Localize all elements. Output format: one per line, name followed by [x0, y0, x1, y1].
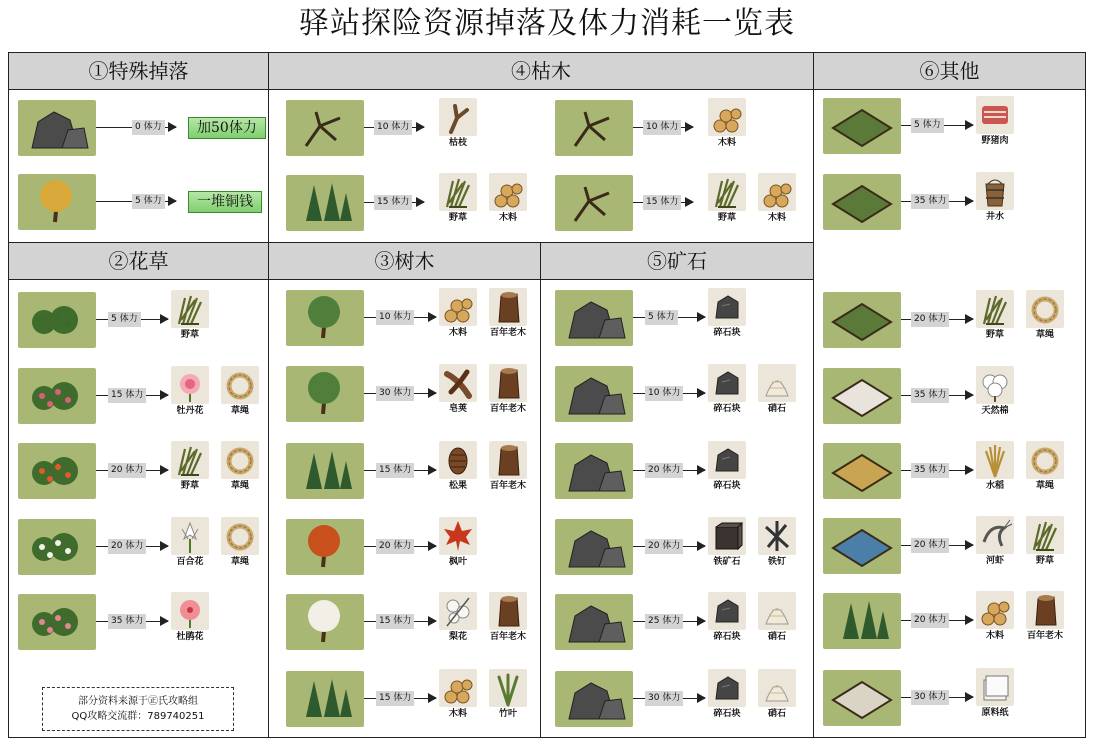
saltpeter-icon: [758, 364, 796, 402]
lily-icon: [171, 517, 209, 555]
wild-grass-icon: [708, 173, 746, 211]
table-row: [555, 288, 805, 348]
stamina-cost: 10 体力: [376, 310, 414, 325]
stamina-cost: 15 体力: [374, 195, 412, 210]
drop-item-name: 百年老木: [489, 404, 526, 414]
lumber-icon: [439, 669, 477, 707]
red-flower-bush-scene: [18, 443, 96, 499]
stamina-cost: 10 体力: [643, 120, 681, 135]
drop-item-name: 百年老木: [489, 328, 526, 338]
bamboo-scene: [286, 671, 364, 727]
section-header-ore: ⑤矿石: [540, 242, 814, 280]
page-title: 驿站探险资源掉落及体力消耗一览表: [299, 6, 795, 41]
stamina-cost: 15 体力: [376, 463, 414, 478]
source-note-line1: 部分资料来源于㊣氏攻略组: [78, 696, 198, 707]
drop-item-name: 水稻: [985, 481, 1004, 491]
drop-item: [1025, 516, 1065, 568]
wild-grass-icon: [439, 173, 477, 211]
source-note: [42, 687, 234, 731]
table-row: [555, 517, 805, 577]
drop-item: [488, 669, 528, 721]
straw-rope-icon: [221, 441, 259, 479]
pinecone-icon: [439, 441, 477, 479]
drop-item-name: 野猪肉: [981, 136, 1009, 146]
drop-item: [757, 517, 797, 569]
fallen-log-scene: [555, 175, 633, 231]
dry-branch-icon: [439, 98, 477, 136]
drop-item-name: 梨花: [448, 632, 467, 642]
table-row: [555, 669, 805, 729]
table-row: [18, 98, 268, 158]
table-row: [286, 517, 536, 577]
table-row: [823, 668, 1073, 728]
grass-tuft-scene: [18, 292, 96, 348]
table-row: [286, 288, 536, 348]
drop-item: [975, 591, 1015, 643]
paper-vat-scene: [823, 670, 901, 726]
drop-item-name: 枯枝: [448, 138, 467, 148]
iron-ore-icon: [708, 517, 746, 555]
drop-item-name: 木料: [448, 328, 467, 338]
pond-scene: [823, 518, 901, 574]
stamina-cost: 5 体力: [108, 312, 141, 327]
stamina-cost: 20 体力: [645, 539, 683, 554]
drop-item: [170, 441, 210, 493]
forest-scene: [823, 593, 901, 649]
stamina-cost: 10 体力: [374, 120, 412, 135]
table-row: [823, 591, 1073, 651]
drop-item-name: 草绳: [1035, 330, 1054, 340]
table-row: [286, 592, 536, 652]
lumber-icon: [439, 288, 477, 326]
drop-item: [488, 288, 528, 340]
drop-item: [438, 364, 478, 416]
table-row: [286, 441, 536, 501]
table-row: [555, 592, 805, 652]
willow-scene: [286, 290, 364, 346]
stamina-cost: 30 体力: [376, 386, 414, 401]
table-row: [18, 290, 268, 350]
rice-icon: [976, 441, 1014, 479]
drop-item: [488, 592, 528, 644]
stamina-cost: 15 体力: [376, 691, 414, 706]
table-row: [18, 517, 268, 577]
stamina-cost: 35 体力: [108, 614, 146, 629]
drop-item: [975, 172, 1015, 224]
stone-icon: [708, 592, 746, 630]
table-row: [286, 364, 536, 424]
column-divider: [813, 52, 814, 738]
drop-item: [757, 364, 797, 416]
iron-rock-scene: [555, 519, 633, 575]
drop-item-name: 野草: [180, 481, 199, 491]
rock-pond-scene: [18, 100, 96, 156]
stone-icon: [708, 441, 746, 479]
stamina-cost: 35 体力: [911, 194, 949, 209]
drop-item: [707, 669, 747, 721]
drop-item: [707, 517, 747, 569]
vegetable-field-scene: [823, 292, 901, 348]
iron-nail-icon: [758, 517, 796, 555]
section-header-other: ⑥其他: [813, 52, 1086, 90]
source-note-line2: QQ攻略交流群：789740251: [71, 711, 205, 722]
pine-tree-scene: [286, 443, 364, 499]
peony-bush-scene: [18, 368, 96, 424]
table-row: [18, 441, 268, 501]
stamina-cost: 35 体力: [911, 388, 949, 403]
saltpeter-icon: [758, 669, 796, 707]
drop-item-name: 碎石块: [713, 481, 741, 491]
drop-item: [707, 173, 747, 225]
stamina-cost: 20 体力: [911, 613, 949, 628]
drop-item: [170, 290, 210, 342]
table-row: [555, 364, 805, 424]
stamina-cost: 25 体力: [645, 614, 683, 629]
drop-item-name: 铁钉: [767, 557, 786, 567]
straw-rope-icon: [221, 517, 259, 555]
big-boulder-scene: [555, 443, 633, 499]
table-row: [823, 96, 1073, 156]
reward-label-box: 一堆铜钱: [188, 191, 262, 213]
drop-item: [975, 668, 1015, 720]
table-row: [555, 98, 805, 158]
drop-item: [438, 592, 478, 644]
lumber-icon: [708, 98, 746, 136]
locust-tree-scene: [286, 366, 364, 422]
saltpeter-icon: [758, 592, 796, 630]
wild-grass-icon: [1026, 516, 1064, 554]
lumber-icon: [489, 173, 527, 211]
peony-icon: [171, 366, 209, 404]
lumber-icon: [976, 591, 1014, 629]
drop-item: [438, 98, 478, 150]
drop-item: [707, 98, 747, 150]
maple-leaf-icon: [439, 517, 477, 555]
drop-item: [757, 173, 797, 225]
straw-rope-icon: [221, 366, 259, 404]
stamina-cost: 15 体力: [108, 388, 146, 403]
drop-item-name: 硝石: [767, 709, 786, 719]
dead-pine-scene: [286, 175, 364, 231]
drop-item: [707, 592, 747, 644]
section-header-flowers: ②花草: [8, 242, 269, 280]
old-wood-icon: [489, 288, 527, 326]
stamina-cost: 20 体力: [108, 463, 146, 478]
stamina-cost: 15 体力: [376, 614, 414, 629]
table-row: [823, 516, 1073, 576]
drop-item: [707, 441, 747, 493]
drop-item-name: 原料纸: [981, 708, 1009, 718]
drop-item: [170, 592, 210, 644]
drop-item: [707, 288, 747, 340]
drop-item-name: 松果: [448, 481, 467, 491]
drop-item-name: 皂荚: [448, 404, 467, 414]
drop-item-name: 牡丹花: [176, 406, 204, 416]
drop-item-name: 草绳: [230, 557, 249, 567]
drop-item: [220, 366, 260, 418]
drop-item-name: 草绳: [230, 481, 249, 491]
straw-rope-icon: [1026, 441, 1064, 479]
table-row: [18, 366, 268, 426]
drop-item: [170, 366, 210, 418]
table-row: [823, 290, 1073, 350]
drop-item: [975, 290, 1015, 342]
drop-item: [707, 364, 747, 416]
old-wood-icon: [489, 441, 527, 479]
drop-item-name: 木料: [717, 138, 736, 148]
drop-item-name: 杜鹃花: [176, 632, 204, 642]
shrimp-icon: [976, 516, 1014, 554]
lumber-icon: [758, 173, 796, 211]
wild-grass-icon: [171, 441, 209, 479]
stone-icon: [708, 288, 746, 326]
table-row: [555, 441, 805, 501]
table-row: [823, 172, 1073, 232]
rice-field-scene: [823, 443, 901, 499]
drop-item: [488, 441, 528, 493]
straw-rope-icon: [1026, 290, 1064, 328]
drop-item: [488, 173, 528, 225]
dead-tree-scene: [555, 100, 633, 156]
money-tree-scene: [18, 174, 96, 230]
drop-item-name: 碎石块: [713, 709, 741, 719]
maple-tree-scene: [286, 519, 364, 575]
paper-icon: [976, 668, 1014, 706]
boar-meat-icon: [976, 96, 1014, 134]
stamina-cost: 20 体力: [108, 539, 146, 554]
stamina-cost: 20 体力: [911, 312, 949, 327]
lily-bush-scene: [18, 519, 96, 575]
table-row: [823, 441, 1073, 501]
table-row: [18, 172, 268, 232]
drop-item-name: 碎石块: [713, 328, 741, 338]
column-divider: [540, 242, 541, 738]
section-header-trees: ③树木: [268, 242, 541, 280]
drop-item-name: 野草: [717, 213, 736, 223]
drop-item-name: 木料: [448, 709, 467, 719]
table-row: [823, 366, 1073, 426]
stamina-cost: 30 体力: [645, 691, 683, 706]
drop-item-name: 野草: [448, 213, 467, 223]
table-row: [555, 173, 805, 233]
stamina-cost: 30 体力: [911, 690, 949, 705]
drop-item: [975, 366, 1015, 418]
table-row: [18, 592, 268, 652]
tall-rock-scene: [555, 290, 633, 346]
pear-blossom-icon: [439, 592, 477, 630]
drop-item-name: 木料: [767, 213, 786, 223]
drop-item: [1025, 290, 1065, 342]
pear-tree-scene: [286, 594, 364, 650]
drop-item-name: 百年老木: [1026, 631, 1063, 641]
drop-item: [438, 173, 478, 225]
drop-item-name: 硝石: [767, 632, 786, 642]
drop-item-name: 野草: [1035, 556, 1054, 566]
old-wood-icon: [1026, 591, 1064, 629]
rock-wall-scene: [555, 366, 633, 422]
drop-item-name: 百年老木: [489, 481, 526, 491]
wild-grass-icon: [171, 290, 209, 328]
stone-icon: [708, 669, 746, 707]
drop-item: [438, 288, 478, 340]
drop-item-name: 铁矿石: [713, 557, 741, 567]
well-scene: [823, 174, 901, 230]
drop-item: [757, 669, 797, 721]
reward-label-box: 加50体力: [188, 117, 266, 139]
stamina-cost: 20 体力: [911, 538, 949, 553]
section-header-deadwood: ④枯木: [268, 52, 814, 90]
boar-field-scene: [823, 98, 901, 154]
stamina-cost: 15 体力: [643, 195, 681, 210]
drop-item: [220, 517, 260, 569]
drop-item-name: 草绳: [230, 406, 249, 416]
drop-item-name: 井水: [985, 212, 1004, 222]
table-row: [286, 669, 536, 729]
drop-item-name: 碎石块: [713, 404, 741, 414]
column-divider: [268, 52, 269, 738]
drop-item: [1025, 591, 1065, 643]
dead-shrub-scene: [286, 100, 364, 156]
cotton-field-scene: [823, 368, 901, 424]
drop-item: [975, 96, 1015, 148]
stamina-cost: 35 体力: [911, 463, 949, 478]
row-divider: [8, 242, 814, 243]
cotton-icon: [976, 366, 1014, 404]
wild-grass-icon: [976, 290, 1014, 328]
drop-item: [170, 517, 210, 569]
drop-item-name: 枫叶: [448, 557, 467, 567]
old-wood-icon: [489, 592, 527, 630]
drop-item-name: 百年老木: [489, 632, 526, 642]
soap-pod-icon: [439, 364, 477, 402]
stamina-cost: 10 体力: [645, 386, 683, 401]
drop-item: [488, 364, 528, 416]
drop-item-name: 河虾: [985, 556, 1004, 566]
rock-mound-scene: [555, 671, 633, 727]
azalea-bush-scene: [18, 594, 96, 650]
drop-item: [1025, 441, 1065, 493]
drop-item: [438, 517, 478, 569]
well-water-icon: [976, 172, 1014, 210]
stamina-cost: 5 体力: [645, 310, 678, 325]
drop-item-name: 天然棉: [981, 406, 1009, 416]
table-row: [286, 98, 536, 158]
drop-item-name: 草绳: [1035, 481, 1054, 491]
stamina-cost: 5 体力: [132, 194, 165, 209]
drop-item-name: 木料: [498, 213, 517, 223]
stamina-cost: 20 体力: [645, 463, 683, 478]
drop-item-name: 硝石: [767, 404, 786, 414]
drop-item-name: 碎石块: [713, 632, 741, 642]
drop-item-name: 野草: [180, 330, 199, 340]
drop-item: [975, 441, 1015, 493]
stamina-cost: 0 体力: [132, 120, 165, 135]
drop-item-name: 木料: [985, 631, 1004, 641]
drop-item: [438, 441, 478, 493]
drop-item: [757, 592, 797, 644]
old-wood-icon: [489, 364, 527, 402]
drop-item-name: 百合花: [176, 557, 204, 567]
stamina-cost: 20 体力: [376, 539, 414, 554]
stamina-cost: 5 体力: [911, 118, 944, 133]
rock-pile-scene: [555, 594, 633, 650]
drop-item: [220, 441, 260, 493]
azalea-icon: [171, 592, 209, 630]
drop-item: [438, 669, 478, 721]
drop-item: [975, 516, 1015, 568]
section-header-special: ①特殊掉落: [8, 52, 269, 90]
drop-item-name: 竹叶: [498, 709, 517, 719]
drop-item-name: 野草: [985, 330, 1004, 340]
stone-icon: [708, 364, 746, 402]
table-row: [286, 173, 536, 233]
bamboo-leaf-icon: [489, 669, 527, 707]
